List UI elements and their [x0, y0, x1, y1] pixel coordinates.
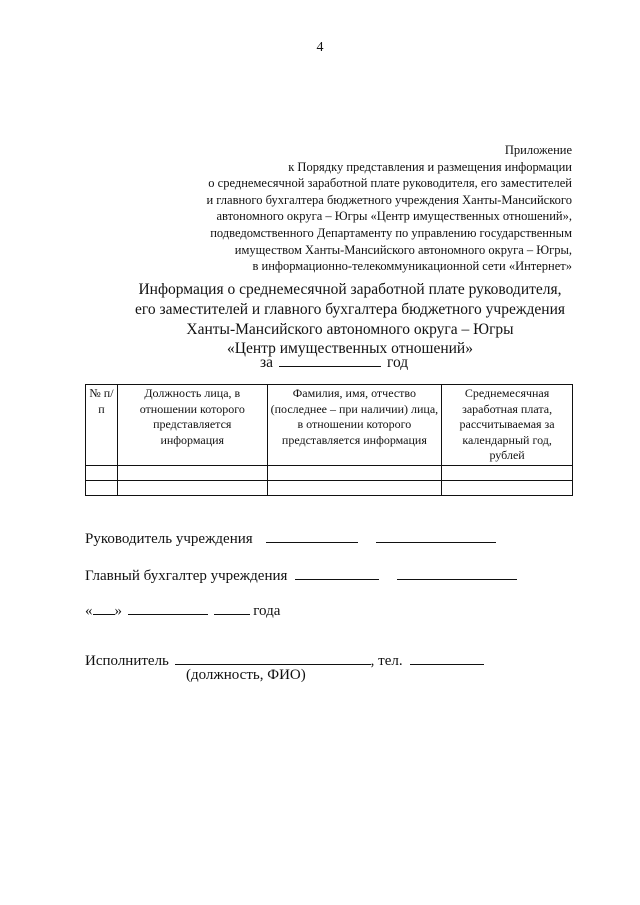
director-signature-blank	[266, 528, 358, 543]
accountant-signature-blank	[295, 565, 379, 580]
header-full-name: Фамилия, имя, отчество (последнее – при наличии) лица, в отношении которого представляется информация	[267, 385, 442, 466]
accountant-name-blank	[397, 565, 517, 580]
table-cell	[442, 480, 573, 495]
table-cell	[267, 465, 442, 480]
table-header-row	[86, 385, 573, 466]
month-blank	[128, 600, 208, 615]
appendix-line: к Порядку представления и размещения информации	[288, 159, 572, 174]
table-cell	[267, 480, 442, 495]
table-cell	[117, 480, 267, 495]
title-line: Информация о среднемесячной заработной плате руководителя,	[138, 281, 562, 298]
table-cell	[442, 465, 573, 480]
table-cell	[117, 465, 267, 480]
director-name-blank	[376, 528, 496, 543]
appendix-line: автономного округа – Югры «Центр имущественных отношений»,	[216, 209, 572, 224]
table-row	[86, 480, 573, 495]
accountant-label: Главный бухгалтер учреждения	[85, 568, 288, 584]
director-signature-line	[85, 528, 496, 548]
date-line	[85, 600, 280, 620]
appendix-line: подведомственного Департаменту по управлению государственным	[210, 225, 572, 240]
header-number: № п/п	[86, 385, 118, 466]
executor-label: Исполнитель	[85, 653, 169, 669]
director-label: Руководитель учреждения	[85, 531, 253, 547]
executor-phone-label: , тел.	[370, 653, 403, 669]
phone-blank	[410, 650, 484, 665]
title-line: Ханты-Мансийского автономного округа – Югры	[186, 320, 514, 338]
period-line	[260, 352, 408, 372]
period-suffix: год	[387, 354, 409, 371]
accountant-signature-line	[85, 565, 517, 585]
year-blank	[279, 352, 381, 367]
table-cell	[86, 480, 118, 495]
day-blank	[93, 600, 115, 615]
title-line: его заместителей и главного бухгалтера бюджетного учреждения	[134, 300, 566, 318]
executor-blank	[175, 650, 371, 665]
period-prefix: за	[260, 354, 274, 371]
appendix-line: имуществом Ханты-Мансийского автономного округа – Югры,	[234, 242, 572, 257]
appendix-line: Приложение	[504, 143, 572, 157]
appendix-line: о среднемесячной заработной плате руководителя, его заместителей	[208, 176, 572, 191]
salary-table	[85, 384, 573, 496]
document-title	[110, 280, 590, 359]
title-line: «Центр имущественных отношений»	[227, 340, 473, 358]
date-close-quote: »	[114, 603, 122, 619]
year-short-blank	[214, 600, 250, 615]
appendix-block	[152, 142, 572, 275]
executor-caption: (должность, ФИО)	[186, 667, 306, 683]
table-row	[86, 465, 573, 480]
table-cell	[86, 465, 118, 480]
appendix-line: и главного бухгалтера бюджетного учреждения Ханты-Мансийского	[206, 192, 572, 207]
page-number: 4	[316, 40, 324, 55]
date-suffix: года	[253, 603, 281, 619]
date-open-quote: «	[85, 603, 93, 619]
header-salary: Среднемесячная заработная плата, рассчитываемая за календарный год, рублей	[442, 385, 573, 466]
appendix-line: в информационно-телекоммуникационной сети «Интернет»	[252, 259, 572, 274]
header-position: Должность лица, в отношении которого представляется информация	[117, 385, 267, 466]
